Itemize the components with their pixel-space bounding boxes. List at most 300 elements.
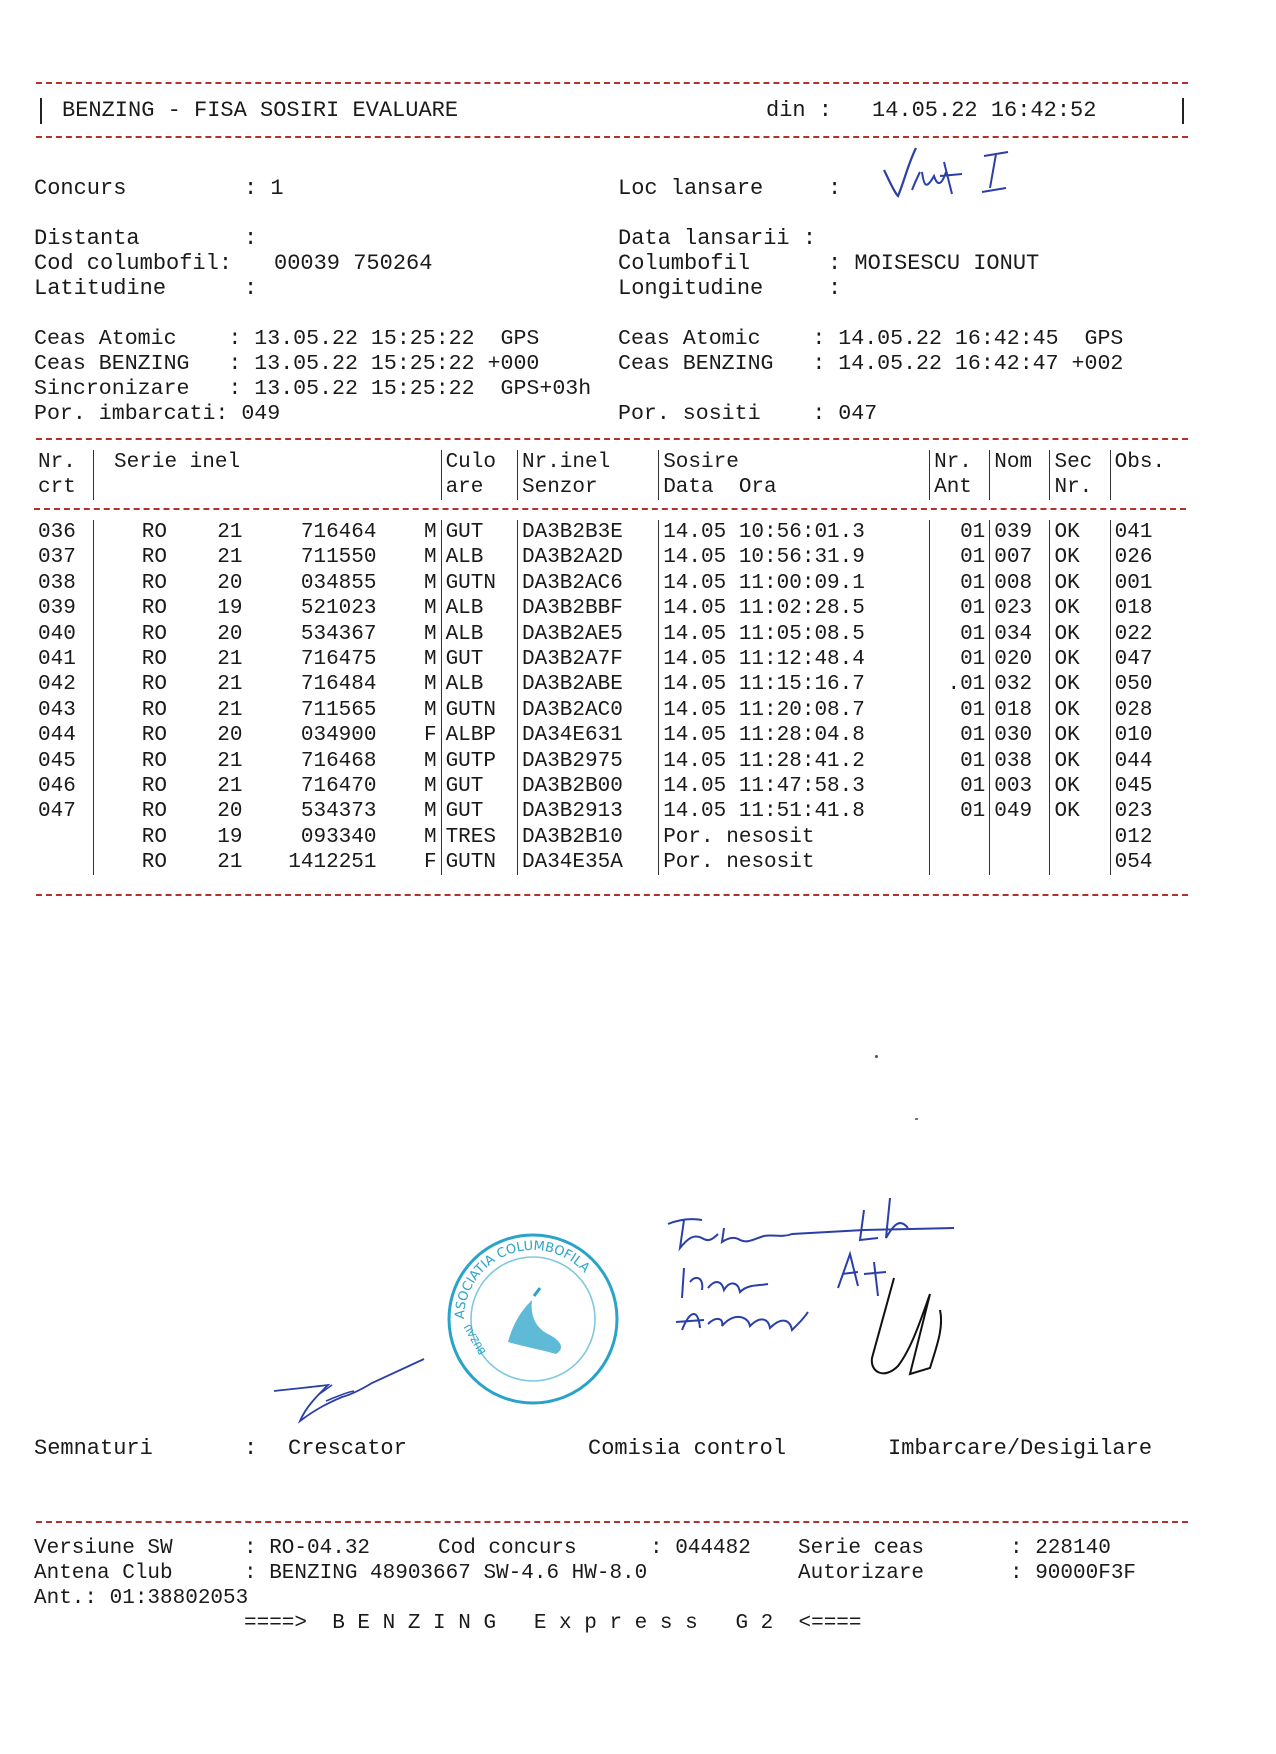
- cell-ant: 01: [930, 596, 990, 621]
- cell-sex: M: [423, 571, 437, 595]
- cell-date: 14.05: [663, 774, 727, 798]
- clock-right-4: Por. sositi : 047: [618, 402, 878, 426]
- cell-nom: [990, 825, 1050, 850]
- cell-sec: OK: [1050, 774, 1110, 799]
- table-row: [34, 825, 1186, 850]
- cell-sosire: [659, 647, 930, 672]
- cell-sex: M: [423, 825, 437, 849]
- cell-time: 11:20:08.7: [738, 698, 865, 722]
- cell-sosire: [659, 571, 930, 596]
- stamp-drawing: [444, 1230, 622, 1408]
- cell-cc: RO: [94, 749, 181, 774]
- cell-crt: 047: [38, 800, 76, 824]
- table-top-rule: [36, 438, 1188, 440]
- cell-sep: [726, 648, 739, 671]
- th-culo: Culo: [441, 450, 517, 475]
- cell-time: 10:56:01.3: [738, 521, 865, 544]
- cell-yr: 21: [217, 851, 243, 875]
- cell-cc: RO: [94, 774, 181, 799]
- th-serie-blank: [94, 475, 442, 500]
- cell-ant: 01: [930, 647, 990, 672]
- th-obs-blank: [1110, 475, 1186, 500]
- cell-time: 11:28:41.2: [738, 749, 865, 773]
- cell-color: TRES: [441, 825, 517, 850]
- table-row: [34, 850, 1186, 875]
- th-senzor: Senzor: [517, 475, 658, 500]
- cell-inel: DA3B2B3E: [517, 520, 658, 545]
- cell-inel: DA3B2B00: [517, 774, 658, 799]
- cell-ant: 01: [930, 799, 990, 824]
- cell-date: 14.05: [663, 571, 727, 595]
- cell-obs: 045: [1110, 774, 1186, 799]
- cell-sep: [726, 673, 739, 696]
- cell-num: 521023: [300, 597, 377, 621]
- cell-yr: 20: [217, 724, 243, 748]
- serie-ceas-label: Serie ceas: [798, 1537, 925, 1560]
- clock-left-3: Sincronizare : 13.05.22 15:25:22 GPS+03h: [34, 377, 592, 401]
- cell-sec: OK: [1050, 520, 1110, 545]
- cell-obs: 028: [1110, 698, 1186, 723]
- cell-date: 14.05: [663, 546, 727, 570]
- th-secnr: Nr.: [1050, 475, 1110, 500]
- antenna-id: Ant.: 01:38802053: [34, 1587, 249, 1610]
- cell-cc: RO: [94, 596, 181, 621]
- cell-sec: OK: [1050, 698, 1110, 723]
- versiune-value: : RO-04.32: [244, 1537, 371, 1560]
- cell-time: 11:15:16.7: [738, 673, 865, 697]
- distanta-value: :: [244, 226, 258, 251]
- cell-num: 534373: [300, 800, 377, 824]
- table-row: [34, 596, 1186, 621]
- cell-sep: [714, 826, 727, 849]
- stamp-arc-text: ASOCIATIA COLUMBOFILA: [452, 1238, 593, 1320]
- cell-time: nesosit: [726, 851, 815, 875]
- th-crt: crt: [38, 476, 76, 499]
- cell-sosire: [659, 774, 930, 799]
- columbofil-label: Columbofil: [618, 251, 751, 276]
- data-lansarii-label: Data lansarii :: [618, 226, 817, 251]
- cell-yr: 21: [217, 647, 243, 671]
- cell-obs: 001: [1110, 571, 1186, 596]
- cell-sosire: [659, 723, 930, 748]
- cell-color: GUTN: [441, 571, 517, 596]
- cell-inel: DA3B2975: [517, 749, 658, 774]
- cell-sep: [726, 597, 739, 620]
- cell-ant: 01: [930, 774, 990, 799]
- cell-num: 093340: [300, 825, 377, 849]
- th-serie: Serie inel: [94, 450, 442, 475]
- table-row: [34, 520, 1186, 545]
- clock-right-2: Ceas BENZING : 14.05.22 16:42:47 +002: [618, 352, 1124, 376]
- cell-sec: [1050, 850, 1110, 875]
- cell-crt: 046: [38, 774, 76, 798]
- cell-inel: DA3B2B10: [517, 825, 658, 850]
- cell-num: 716464: [300, 521, 377, 544]
- comisia-label: Comisia control: [588, 1436, 787, 1461]
- cell-sex: M: [423, 749, 437, 773]
- cell-sec: OK: [1050, 723, 1110, 748]
- date-value: 14.05.22 16:42:52: [872, 98, 1097, 123]
- th-are: are: [441, 475, 517, 500]
- cell-sep: [726, 546, 739, 569]
- cell-color: GUTP: [441, 749, 517, 774]
- loc-label: Loc lansare: [618, 176, 764, 201]
- cell-sep: [726, 699, 739, 722]
- cell-sosire: [659, 825, 930, 850]
- cell-sep: [726, 521, 739, 544]
- cell-crt: 043: [38, 698, 76, 722]
- cell-time: 11:51:41.8: [738, 800, 865, 824]
- cell-sec: OK: [1050, 596, 1110, 621]
- cell-date: 14.05: [663, 749, 727, 773]
- cell-crt: 042: [38, 673, 76, 697]
- cell-crt: 036: [38, 521, 76, 544]
- cell-nom: [990, 850, 1050, 875]
- cell-num: 534367: [300, 622, 377, 646]
- header-top-rule: [36, 82, 1188, 84]
- clock-left-4: Por. imbarcati: 049: [34, 402, 281, 426]
- serie-ceas-value: : 228140: [1010, 1537, 1111, 1560]
- cell-sec: OK: [1050, 571, 1110, 596]
- cell-crt: 038: [38, 571, 76, 595]
- clock-left-2: Ceas BENZING : 13.05.22 15:25:22 +000: [34, 352, 540, 376]
- cell-yr: 19: [217, 597, 243, 621]
- stray-dot: [875, 1055, 878, 1058]
- th-sec: Sec: [1050, 450, 1110, 475]
- cell-yr: 21: [217, 673, 243, 697]
- cell-inel: DA3B2BBF: [517, 596, 658, 621]
- cell-color: ALBP: [441, 723, 517, 748]
- date-label: din :: [766, 98, 833, 123]
- stray-dot: [915, 1118, 918, 1120]
- th-dataora: Data Ora: [659, 475, 930, 500]
- cell-date: 14.05: [663, 673, 727, 697]
- loc-colon: :: [828, 176, 842, 201]
- cell-nom: 038: [990, 749, 1050, 774]
- cell-crt: 044: [38, 724, 76, 748]
- cell-crt: 045: [38, 749, 76, 773]
- concurs-label: Concurs: [34, 176, 127, 201]
- longitudine-label: Longitudine: [618, 276, 764, 301]
- cell-date: 14.05: [663, 800, 727, 824]
- cell-sosire: [659, 596, 930, 621]
- results-table: [34, 450, 1186, 875]
- committee-signatures: [664, 1198, 994, 1393]
- distanta-label: Distanta: [34, 226, 140, 251]
- cell-ant: 01: [930, 698, 990, 723]
- cell-time: 11:02:28.5: [738, 597, 865, 621]
- sheet-title: BENZING - FISA SOSIRI EVALUARE: [62, 98, 459, 123]
- cell-yr: 21: [217, 546, 243, 570]
- cell-nom: 032: [990, 672, 1050, 697]
- cell-color: GUT: [441, 647, 517, 672]
- cell-num: 1412251: [288, 851, 377, 875]
- cell-sex: M: [423, 622, 437, 646]
- cell-date: 14.05: [663, 597, 727, 621]
- cell-sec: OK: [1050, 799, 1110, 824]
- cell-num: 716468: [300, 749, 377, 773]
- cod-concurs-value: : 044482: [650, 1537, 751, 1560]
- cell-ant: 01: [930, 622, 990, 647]
- cell-crt: [34, 825, 94, 850]
- cell-yr: 21: [217, 521, 243, 544]
- cell-ant: .01: [930, 672, 990, 697]
- th-nom: Nom: [990, 450, 1050, 475]
- cell-cc: RO: [94, 520, 181, 545]
- cell-sosire: [659, 545, 930, 570]
- table-row: [34, 622, 1186, 647]
- cell-obs: 044: [1110, 749, 1186, 774]
- cell-sex: M: [423, 800, 437, 824]
- signatures-label: Semnaturi: [34, 1436, 153, 1461]
- table-row: [34, 545, 1186, 570]
- cell-sec: [1050, 825, 1110, 850]
- th-nrant: Nr.: [930, 450, 990, 475]
- table-row: [34, 799, 1186, 824]
- th-ant: Ant: [930, 475, 990, 500]
- antena-label: Antena Club: [34, 1562, 173, 1585]
- cell-sex: F: [423, 851, 437, 875]
- cell-sep: [726, 750, 739, 773]
- cell-cc: RO: [94, 545, 181, 570]
- cell-num: 034900: [300, 724, 377, 748]
- header-left-bar: [40, 98, 42, 124]
- cell-sex: M: [423, 698, 437, 722]
- cell-inel: DA3B2AC6: [517, 571, 658, 596]
- table-row: [34, 571, 1186, 596]
- cell-crt: 041: [38, 647, 76, 671]
- cell-sosire: [659, 850, 930, 875]
- cell-sec: OK: [1050, 647, 1110, 672]
- cell-time: 10:56:31.9: [738, 546, 865, 570]
- cell-nom: 008: [990, 571, 1050, 596]
- cell-date: 14.05: [663, 622, 727, 646]
- cell-ant: 01: [930, 545, 990, 570]
- loc-handwriting: [878, 142, 1038, 202]
- columbofil-value: : MOISESCU IONUT: [828, 251, 1040, 276]
- cell-obs: 026: [1110, 545, 1186, 570]
- cell-nom: 003: [990, 774, 1050, 799]
- cell-crt: 037: [38, 546, 76, 570]
- crescator-label: Crescator: [288, 1436, 407, 1461]
- cell-sosire: [659, 672, 930, 697]
- concurs-value: : 1: [244, 176, 284, 201]
- cell-inel: DA3B2A7F: [517, 647, 658, 672]
- table-head-rule: [34, 508, 1186, 510]
- cell-sep: [726, 623, 739, 646]
- cell-yr: 21: [217, 774, 243, 798]
- club-stamp: [444, 1230, 622, 1408]
- footer-top-rule: [36, 1521, 1188, 1523]
- cell-yr: 20: [217, 800, 243, 824]
- cell-time: 11:47:58.3: [738, 774, 865, 798]
- cell-time: 11:28:04.8: [738, 724, 865, 748]
- cell-sosire: [659, 520, 930, 545]
- th-nom-blank: [990, 475, 1050, 500]
- autorizare-value: : 90000F3F: [1010, 1562, 1137, 1585]
- table-row: [34, 774, 1186, 799]
- cell-time: 11:00:09.1: [738, 571, 865, 595]
- cell-inel: DA3B2AC0: [517, 698, 658, 723]
- cell-cc: RO: [94, 825, 181, 850]
- svg-text:ASOCIATIA COLUMBOFILA: [453, 1239, 593, 1320]
- cell-nom: 039: [990, 520, 1050, 545]
- table-head: [34, 450, 1186, 520]
- table-row: [34, 698, 1186, 723]
- signatures-colon: :: [244, 1436, 258, 1461]
- cell-color: GUT: [441, 520, 517, 545]
- cell-obs: 010: [1110, 723, 1186, 748]
- cell-sep: [726, 572, 739, 595]
- cell-cc: RO: [94, 723, 181, 748]
- table-row: [34, 723, 1186, 748]
- cell-nom: 020: [990, 647, 1050, 672]
- latitudine-label: Latitudine: [34, 276, 167, 301]
- cell-yr: 20: [217, 571, 243, 595]
- autorizare-label: Autorizare: [798, 1562, 925, 1585]
- cell-cc: RO: [94, 647, 181, 672]
- cell-cc: RO: [94, 571, 181, 596]
- cell-cc: RO: [94, 622, 181, 647]
- benzing-banner: ====> B E N Z I N G E x p r e s s G 2 <====: [244, 1612, 862, 1635]
- cell-sec: OK: [1050, 622, 1110, 647]
- cell-color: GUTN: [441, 850, 517, 875]
- cell-obs: 018: [1110, 596, 1186, 621]
- cell-num: 716470: [300, 774, 377, 798]
- cell-sosire: [659, 749, 930, 774]
- cell-date: 14.05: [663, 521, 727, 544]
- loc-handwriting-drawing: [878, 142, 1038, 202]
- cell-ant: 01: [930, 520, 990, 545]
- cell-crt: [34, 850, 94, 875]
- header-bottom-rule: [36, 136, 1188, 138]
- cell-sex: M: [423, 546, 437, 570]
- cell-nom: 030: [990, 723, 1050, 748]
- breeder-signature-drawing: [272, 1355, 432, 1427]
- cell-ant: 01: [930, 749, 990, 774]
- cell-date: Por.: [663, 851, 714, 875]
- th-obs: Obs.: [1110, 450, 1186, 475]
- cell-time: 11:05:08.5: [738, 622, 865, 646]
- cell-sex: M: [423, 647, 437, 671]
- cell-cc: RO: [94, 672, 181, 697]
- imbarcare-label: Imbarcare/Desigilare: [888, 1436, 1153, 1461]
- cell-sep: [726, 724, 739, 747]
- cell-obs: 022: [1110, 622, 1186, 647]
- cell-obs: 041: [1110, 520, 1186, 545]
- latitudine-value: :: [244, 276, 258, 301]
- cell-sec: OK: [1050, 545, 1110, 570]
- cell-color: GUT: [441, 774, 517, 799]
- cell-nom: 007: [990, 545, 1050, 570]
- cell-obs: 023: [1110, 799, 1186, 824]
- cell-obs: 047: [1110, 647, 1186, 672]
- table-bottom-rule: [36, 894, 1188, 896]
- cell-color: GUTN: [441, 698, 517, 723]
- cell-nom: 034: [990, 622, 1050, 647]
- cell-yr: 19: [217, 825, 243, 849]
- cell-yr: 20: [217, 622, 243, 646]
- cod-concurs-label: Cod concurs: [438, 1537, 577, 1560]
- cell-crt: 040: [38, 622, 76, 646]
- cell-time: nesosit: [726, 825, 815, 849]
- cell-sec: OK: [1050, 672, 1110, 697]
- cod-label: Cod columbofil:: [34, 251, 233, 276]
- table-row: [34, 647, 1186, 672]
- cell-date: 14.05: [663, 698, 727, 722]
- header-right-bar: [1182, 98, 1184, 124]
- table-row: [34, 672, 1186, 697]
- cell-nom: 023: [990, 596, 1050, 621]
- cell-obs: 012: [1110, 825, 1186, 850]
- cell-inel: DA3B2913: [517, 799, 658, 824]
- cell-sosire: [659, 622, 930, 647]
- cell-num: 716484: [300, 673, 377, 697]
- table-body: [34, 520, 1186, 875]
- cell-date: Por.: [663, 825, 714, 849]
- breeder-signature: [272, 1355, 432, 1427]
- cell-sep: [714, 851, 727, 874]
- cell-cc: RO: [94, 799, 181, 824]
- cell-date: 14.05: [663, 647, 727, 671]
- cell-ant: [930, 850, 990, 875]
- cell-ant: [930, 825, 990, 850]
- longitudine-value: :: [828, 276, 842, 301]
- table-row: [34, 749, 1186, 774]
- versiune-label: Versiune SW: [34, 1537, 173, 1560]
- stamp-side-text: BUZAU: [462, 1321, 490, 1357]
- cell-sec: OK: [1050, 749, 1110, 774]
- cell-crt: 039: [38, 597, 76, 621]
- committee-signature-drawing: [664, 1198, 994, 1393]
- cell-yr: 21: [217, 749, 243, 773]
- th-nrinel: Nr.inel: [517, 450, 658, 475]
- cell-obs: 050: [1110, 672, 1186, 697]
- cell-sosire: [659, 799, 930, 824]
- cell-date: 14.05: [663, 724, 727, 748]
- cell-nom: 049: [990, 799, 1050, 824]
- cell-sex: M: [423, 597, 437, 621]
- cell-time: 11:12:48.4: [738, 647, 865, 671]
- cell-num: 711565: [300, 698, 377, 722]
- cell-color: ALB: [441, 622, 517, 647]
- cell-obs: 054: [1110, 850, 1186, 875]
- cell-yr: 21: [217, 698, 243, 722]
- cell-sep: [726, 800, 739, 823]
- cell-sosire: [659, 698, 930, 723]
- cell-cc: RO: [94, 850, 181, 875]
- cell-ant: 01: [930, 723, 990, 748]
- cell-ant: 01: [930, 571, 990, 596]
- cell-sex: M: [423, 521, 437, 544]
- cell-inel: DA3B2AE5: [517, 622, 658, 647]
- cell-inel: DA34E631: [517, 723, 658, 748]
- cell-sex: M: [423, 774, 437, 798]
- cell-cc: RO: [94, 698, 181, 723]
- cell-color: ALB: [441, 672, 517, 697]
- cell-color: GUT: [441, 799, 517, 824]
- th-nr: Nr.: [38, 451, 76, 474]
- th-sosire: Sosire: [659, 450, 930, 475]
- cell-sex: M: [423, 673, 437, 697]
- cell-num: 711550: [300, 546, 377, 570]
- cell-num: 716475: [300, 647, 377, 671]
- cell-color: ALB: [441, 545, 517, 570]
- cell-nom: 018: [990, 698, 1050, 723]
- cell-inel: DA34E35A: [517, 850, 658, 875]
- clock-right-1: Ceas Atomic : 14.05.22 16:42:45 GPS: [618, 327, 1124, 351]
- cell-inel: DA3B2A2D: [517, 545, 658, 570]
